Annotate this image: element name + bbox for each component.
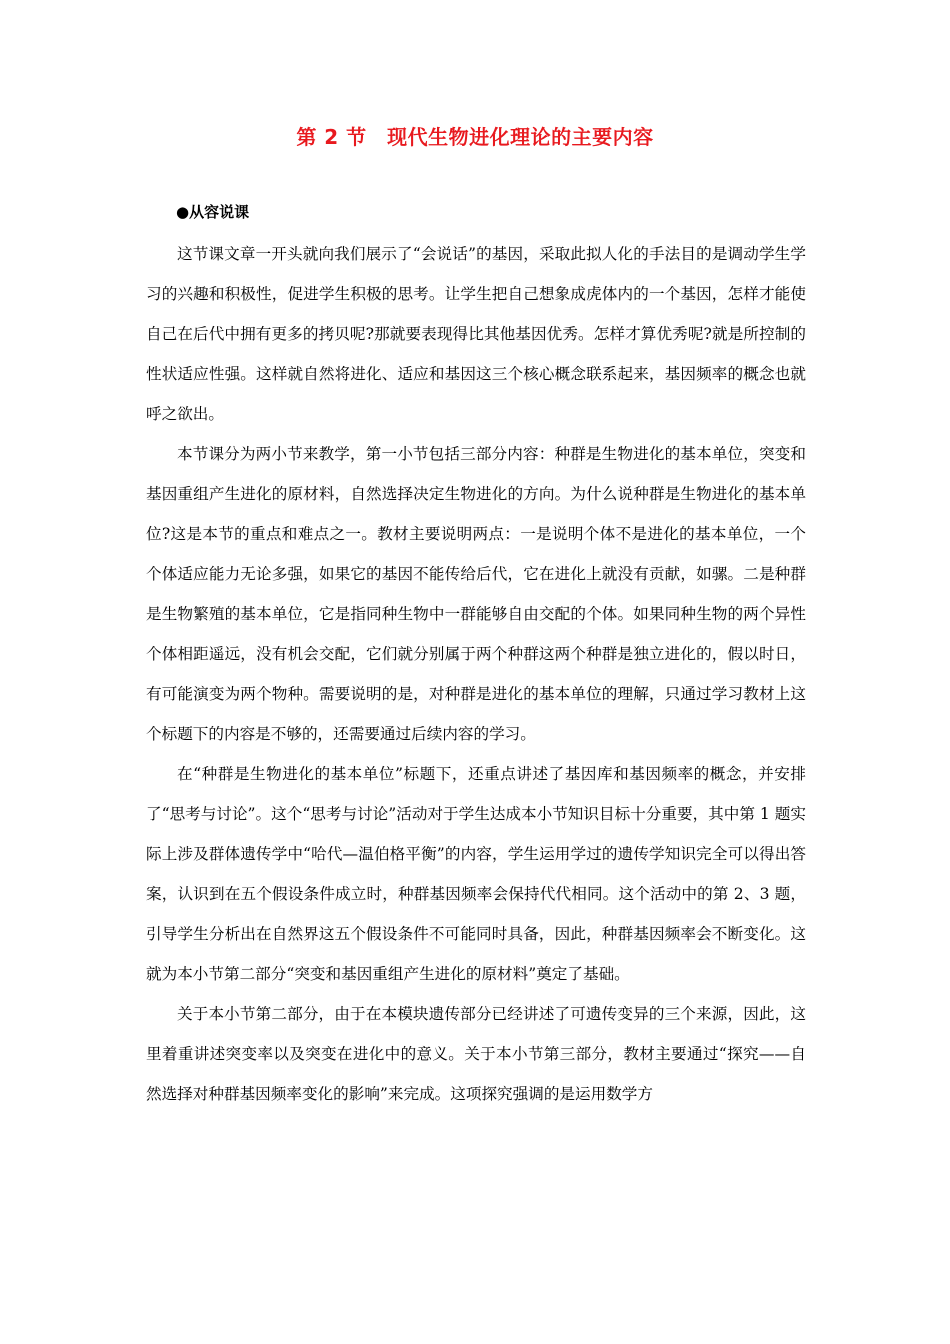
body-text bbox=[146, 234, 806, 1114]
section-heading: ●从容说课 bbox=[176, 203, 250, 221]
paragraph-2: 本节课分为两小节来教学，第一小节包括三部分内容：种群是生物进化的基本单位，突变和基因重组产生进化的原材料，自然选择决定生物进化的方向。为什么说种群是生物进化的基本单位?这是本节的重点和难点之一。教材主要说明两点：一是说明个体不是进化的基本单位，一个个体适应能力无论多强，如果它的基因不能传给后代，它在进化上就没有贡献，如骡。二是种群是生物繁殖的基本单位，它是指同种生物中一群能够自由交配的个体。如果同种生物的两个异性个体相距遥远，没有机会交配，它们就分别属于两个种群这两个种群是独立进化的，假以时日，有可能演变为两个物种。需要说明的是，对种群是进化的基本单位的理解，只通过学习教材上这个标题下的内容是不够的，还需要通过后续内容的学习。 bbox=[146, 445, 806, 743]
page-title: 第 2 节 现代生物进化理论的主要内容 bbox=[296, 125, 654, 149]
paragraph-4: 关于本小节第二部分，由于在本模块遗传部分已经讲述了可遗传变异的三个来源，因此，这里着重讲述突变率以及突变在进化中的意义。关于本小节第三部分，教材主要通过“探究——自然选择对种群基因频率变化的影响”来完成。这项探究强调的是运用数学方 bbox=[146, 1005, 806, 1103]
paragraph-1: 这节课文章一开头就向我们展示了“会说话”的基因，采取此拟人化的手法目的是调动学生学习的兴趣和积极性，促进学生积极的思考。让学生把自己想象成虎体内的一个基因，怎样才能使自己在后代中拥有更多的拷贝呢?那就要表现得比其他基因优秀。怎样才算优秀呢?就是所控制的性状适应性强。这样就自然将进化、适应和基因这三个核心概念联系起来，基因频率的概念也就呼之欲出。 bbox=[146, 245, 806, 423]
paragraph-3: 在“种群是生物进化的基本单位”标题下，还重点讲述了基因库和基因频率的概念，并安排了“思考与讨论”。这个“思考与讨论”活动对于学生达成本小节知识目标十分重要，其中第 1 题实际上涉及群体遗传学中“哈代—温伯格平衡”的内容，学生运用学过的遗传学知识完全可以得出答案，认识到在五个假设条件成立时，种群基因频率会保持代代相同。这个活动中的第 2、3 题，引导学生分析出在自然界这五个假设条件不可能同时具备，因此，种群基因频率会不断变化。这就为本小节第二部分“突变和基因重组产生进化的原材料”奠定了基础。 bbox=[146, 765, 806, 983]
